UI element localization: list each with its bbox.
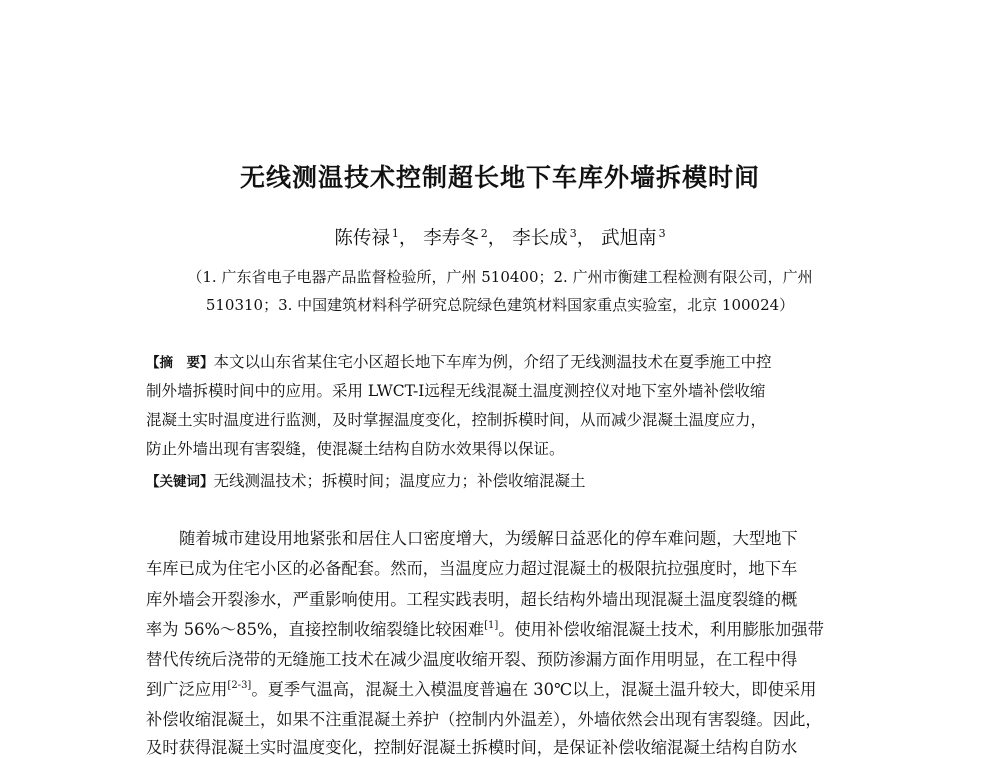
abstract-text: 本文以山东省某住宅小区超长地下车库为例，介绍了无线测温技术在夏季施工中控 [213, 353, 772, 371]
body-line-5: 替代传统后浇带的无缝施工技术在减少温度收缩开裂、预防渗漏方面作用明显，在工程中得 [146, 650, 798, 669]
body-line-6 [146, 676, 854, 700]
paper-title: 无线测温技术控制超长地下车库外墙拆模时间 [239, 163, 760, 192]
author-separator: ， [576, 228, 596, 249]
affiliation-line-1: （1. 广东省电子电器产品监督检验所，广州 510400；2. 广州市衡建工程检测有限公司，广州 [187, 268, 813, 286]
author-name: 李寿冬 [423, 228, 479, 249]
abstract-line-1 [146, 350, 854, 372]
keywords-text: 无线测温技术；拆模时间；温度应力；补偿收缩混凝土 [213, 472, 586, 490]
author-name: 武旭南 [601, 228, 657, 249]
abstract-line-4: 防止外墙出现有害裂缝，使混凝土结构自防水效果得以保证。 [146, 440, 565, 458]
affiliation-line-2: 510310；3. 中国建筑材料科学研究总院绿色建筑材料国家重点实验室，北京 100024） [205, 296, 795, 314]
author-list [0, 224, 1000, 250]
body-text: 。使用补偿收缩混凝土技术，利用膨胀加强带 [498, 620, 824, 639]
keywords-line [146, 469, 854, 491]
keywords-label: 【关键词】 [146, 474, 214, 490]
body-line-8: 及时获得混凝土实时温度变化，控制好混凝土拆模时间，是保证补偿收缩混凝土结构自防水 [146, 738, 798, 757]
abstract-label: 【摘 要】 [146, 355, 214, 371]
body-line-3: 库外墙会开裂渗水，严重影响使用。工程实践表明，超长结构外墙出现混凝土温度裂缝的概 [146, 590, 798, 609]
body-text: 率为 56%～85%，直接控制收缩裂缝比较困难 [146, 620, 485, 639]
citation-ref: [1] [484, 620, 499, 631]
author-affiliation-mark: 2 [480, 227, 488, 240]
author-separator: ， [487, 228, 507, 249]
body-line-2: 车库已成为住宅小区的必备配套。然而，当温度应力超过混凝土的极限抗拉强度时，地下车 [146, 559, 798, 578]
body-text: 到广泛应用 [146, 680, 228, 699]
author-name: 李长成 [512, 228, 568, 249]
abstract-line-3: 混凝土实时温度进行监测，及时掌握温度变化，控制拆模时间，从而减少混凝土温度应力， [146, 411, 767, 429]
body-line-7: 补偿收缩混凝土，如果不注重混凝土养护（控制内外温差），外墙依然会出现有害裂缝。因此， [146, 710, 822, 729]
citation-ref: [2-3] [227, 680, 252, 691]
author-affiliation-mark: 3 [658, 227, 666, 240]
abstract-line-2: 制外墙拆模时间中的应用。采用 LWCT-Ⅰ远程无线混凝土温度测控仪对地下室外墙补偿收缩 [146, 382, 766, 400]
author-name: 陈传禄 [334, 228, 390, 249]
author-separator: ， [398, 228, 418, 249]
author-affiliation-mark: 1 [391, 227, 399, 240]
body-line-4 [146, 616, 854, 640]
body-line-1: 随着城市建设用地紧张和居住人口密度增大，为缓解日益恶化的停车难问题，大型地下 [179, 529, 798, 548]
body-text: 。夏季气温高，混凝土入模温度普遍在 30℃以上，混凝土温升较大，即使采用 [251, 680, 817, 699]
author-affiliation-mark: 3 [569, 227, 577, 240]
